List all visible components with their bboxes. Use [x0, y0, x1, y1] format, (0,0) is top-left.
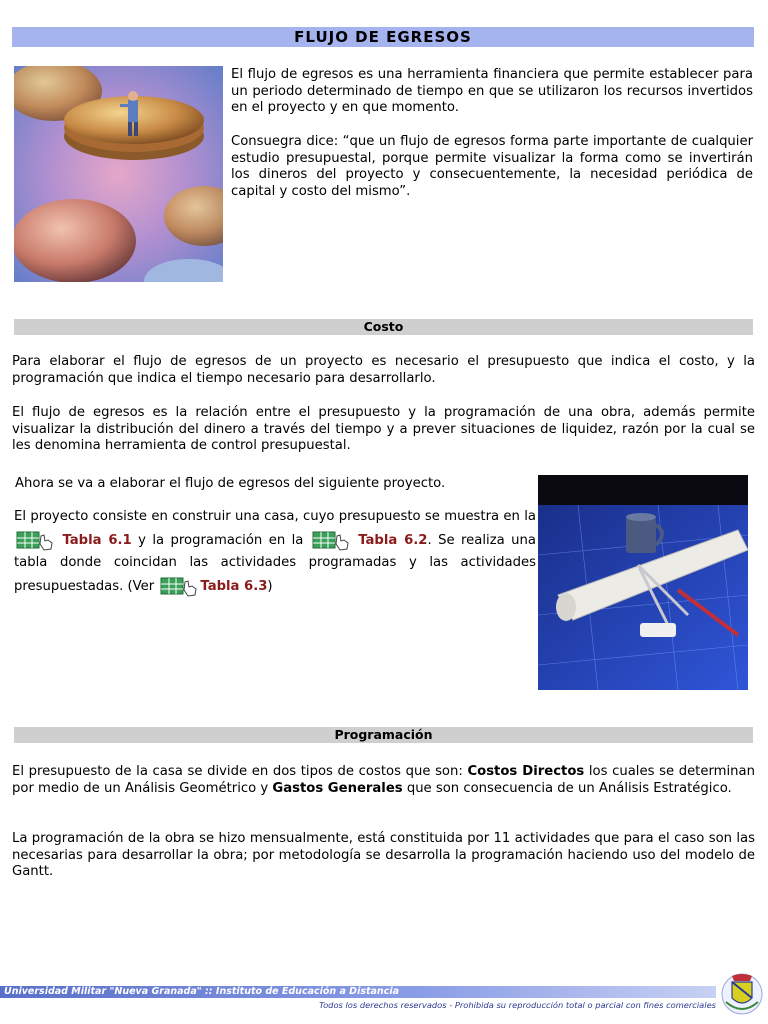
- costo-text-c: . Se realiza una tabla donde coincidan las actividades programadas y las actividades presupuestadas. (Ver: [14, 532, 536, 594]
- university-crest-icon: [720, 972, 764, 1016]
- costo-paragraph-4: [14, 506, 536, 598]
- costo-paragraph-2: El flujo de egresos es la relación entre el presupuesto y la programación de una obra, además permite visualizar la distribución del dinero a través del tiempo y a prever situaciones de liquidez, razón por la cual se les denomina herramienta de control presupuestal.: [12, 405, 755, 453]
- footer-rights: Todos los derechos reservados - Prohibida su reproducción total o parcial con fines comerciales: [319, 1000, 716, 1010]
- blueprint-tools-photo: [538, 475, 748, 690]
- link-tabla-6-1[interactable]: Tabla 6.1: [62, 532, 132, 548]
- section-heading-costo: Costo: [14, 319, 753, 335]
- term-costos-directos: Costos Directos: [467, 764, 585, 779]
- table-link-icon[interactable]: [15, 529, 55, 551]
- table-link-icon[interactable]: [159, 575, 199, 597]
- costo-text-b: y la programación en la: [138, 532, 304, 548]
- page-title: FLUJO DE EGRESOS: [12, 27, 754, 47]
- intro-paragraph-2: Consuegra dice: “que un flujo de egresos forma parte importante de cualquier estudio presupuestal, porque permite visualizar la forma como se invertirán los dineros del proyecto y consecuentemente, la necesidad periódica de capital y costo del mismo”.: [231, 134, 753, 199]
- programacion-paragraph-1: [12, 764, 755, 797]
- costo-text-a: El proyecto consiste en construir una casa, cuyo presupuesto se muestra en la: [14, 509, 536, 524]
- programacion-text-c: los cuales se determinan por medio de un Análisis Geométrico y: [12, 764, 755, 796]
- costo-paragraph-3: Ahora se va a elaborar el flujo de egresos del siguiente proyecto.: [15, 476, 446, 491]
- programacion-text-d: que son consecuencia de un Análisis Estratégico.: [406, 780, 732, 796]
- programacion-text-a: El presupuesto de la casa se divide en dos tipos de costos que son:: [12, 764, 463, 779]
- section-heading-programacion: Programación: [14, 727, 753, 743]
- intro-paragraph-1: El flujo de egresos es una herramienta financiera que permite establecer para un periodo determinado de tiempo en que se utilizaron los recursos invertidos en el proyecto y en que momento.: [231, 67, 753, 115]
- programacion-paragraph-2: La programación de la obra se hizo mensualmente, está constituida por 11 actividades que para el caso son las necesarias para desarrollar la obra; por metodología se desarrolla la programación haciendo uso del modelo de Gantt.: [12, 831, 755, 879]
- link-tabla-6-2[interactable]: Tabla 6.2: [358, 532, 428, 548]
- term-gastos-generales: Gastos Generales: [272, 780, 403, 796]
- link-tabla-6-3[interactable]: Tabla 6.3: [200, 578, 268, 594]
- costo-paragraph-1: Para elaborar el flujo de egresos de un proyecto es necesario el presupuesto que indica el costo, y la programación que indica el tiempo necesario para desarrollarlo.: [12, 354, 755, 386]
- costo-text-d: ): [267, 578, 273, 594]
- footer-institution: Universidad Militar "Nueva Granada" :: Instituto de Educación a Distancia: [0, 986, 716, 998]
- table-link-icon[interactable]: [311, 529, 351, 551]
- coins-businessman-photo: [14, 66, 223, 282]
